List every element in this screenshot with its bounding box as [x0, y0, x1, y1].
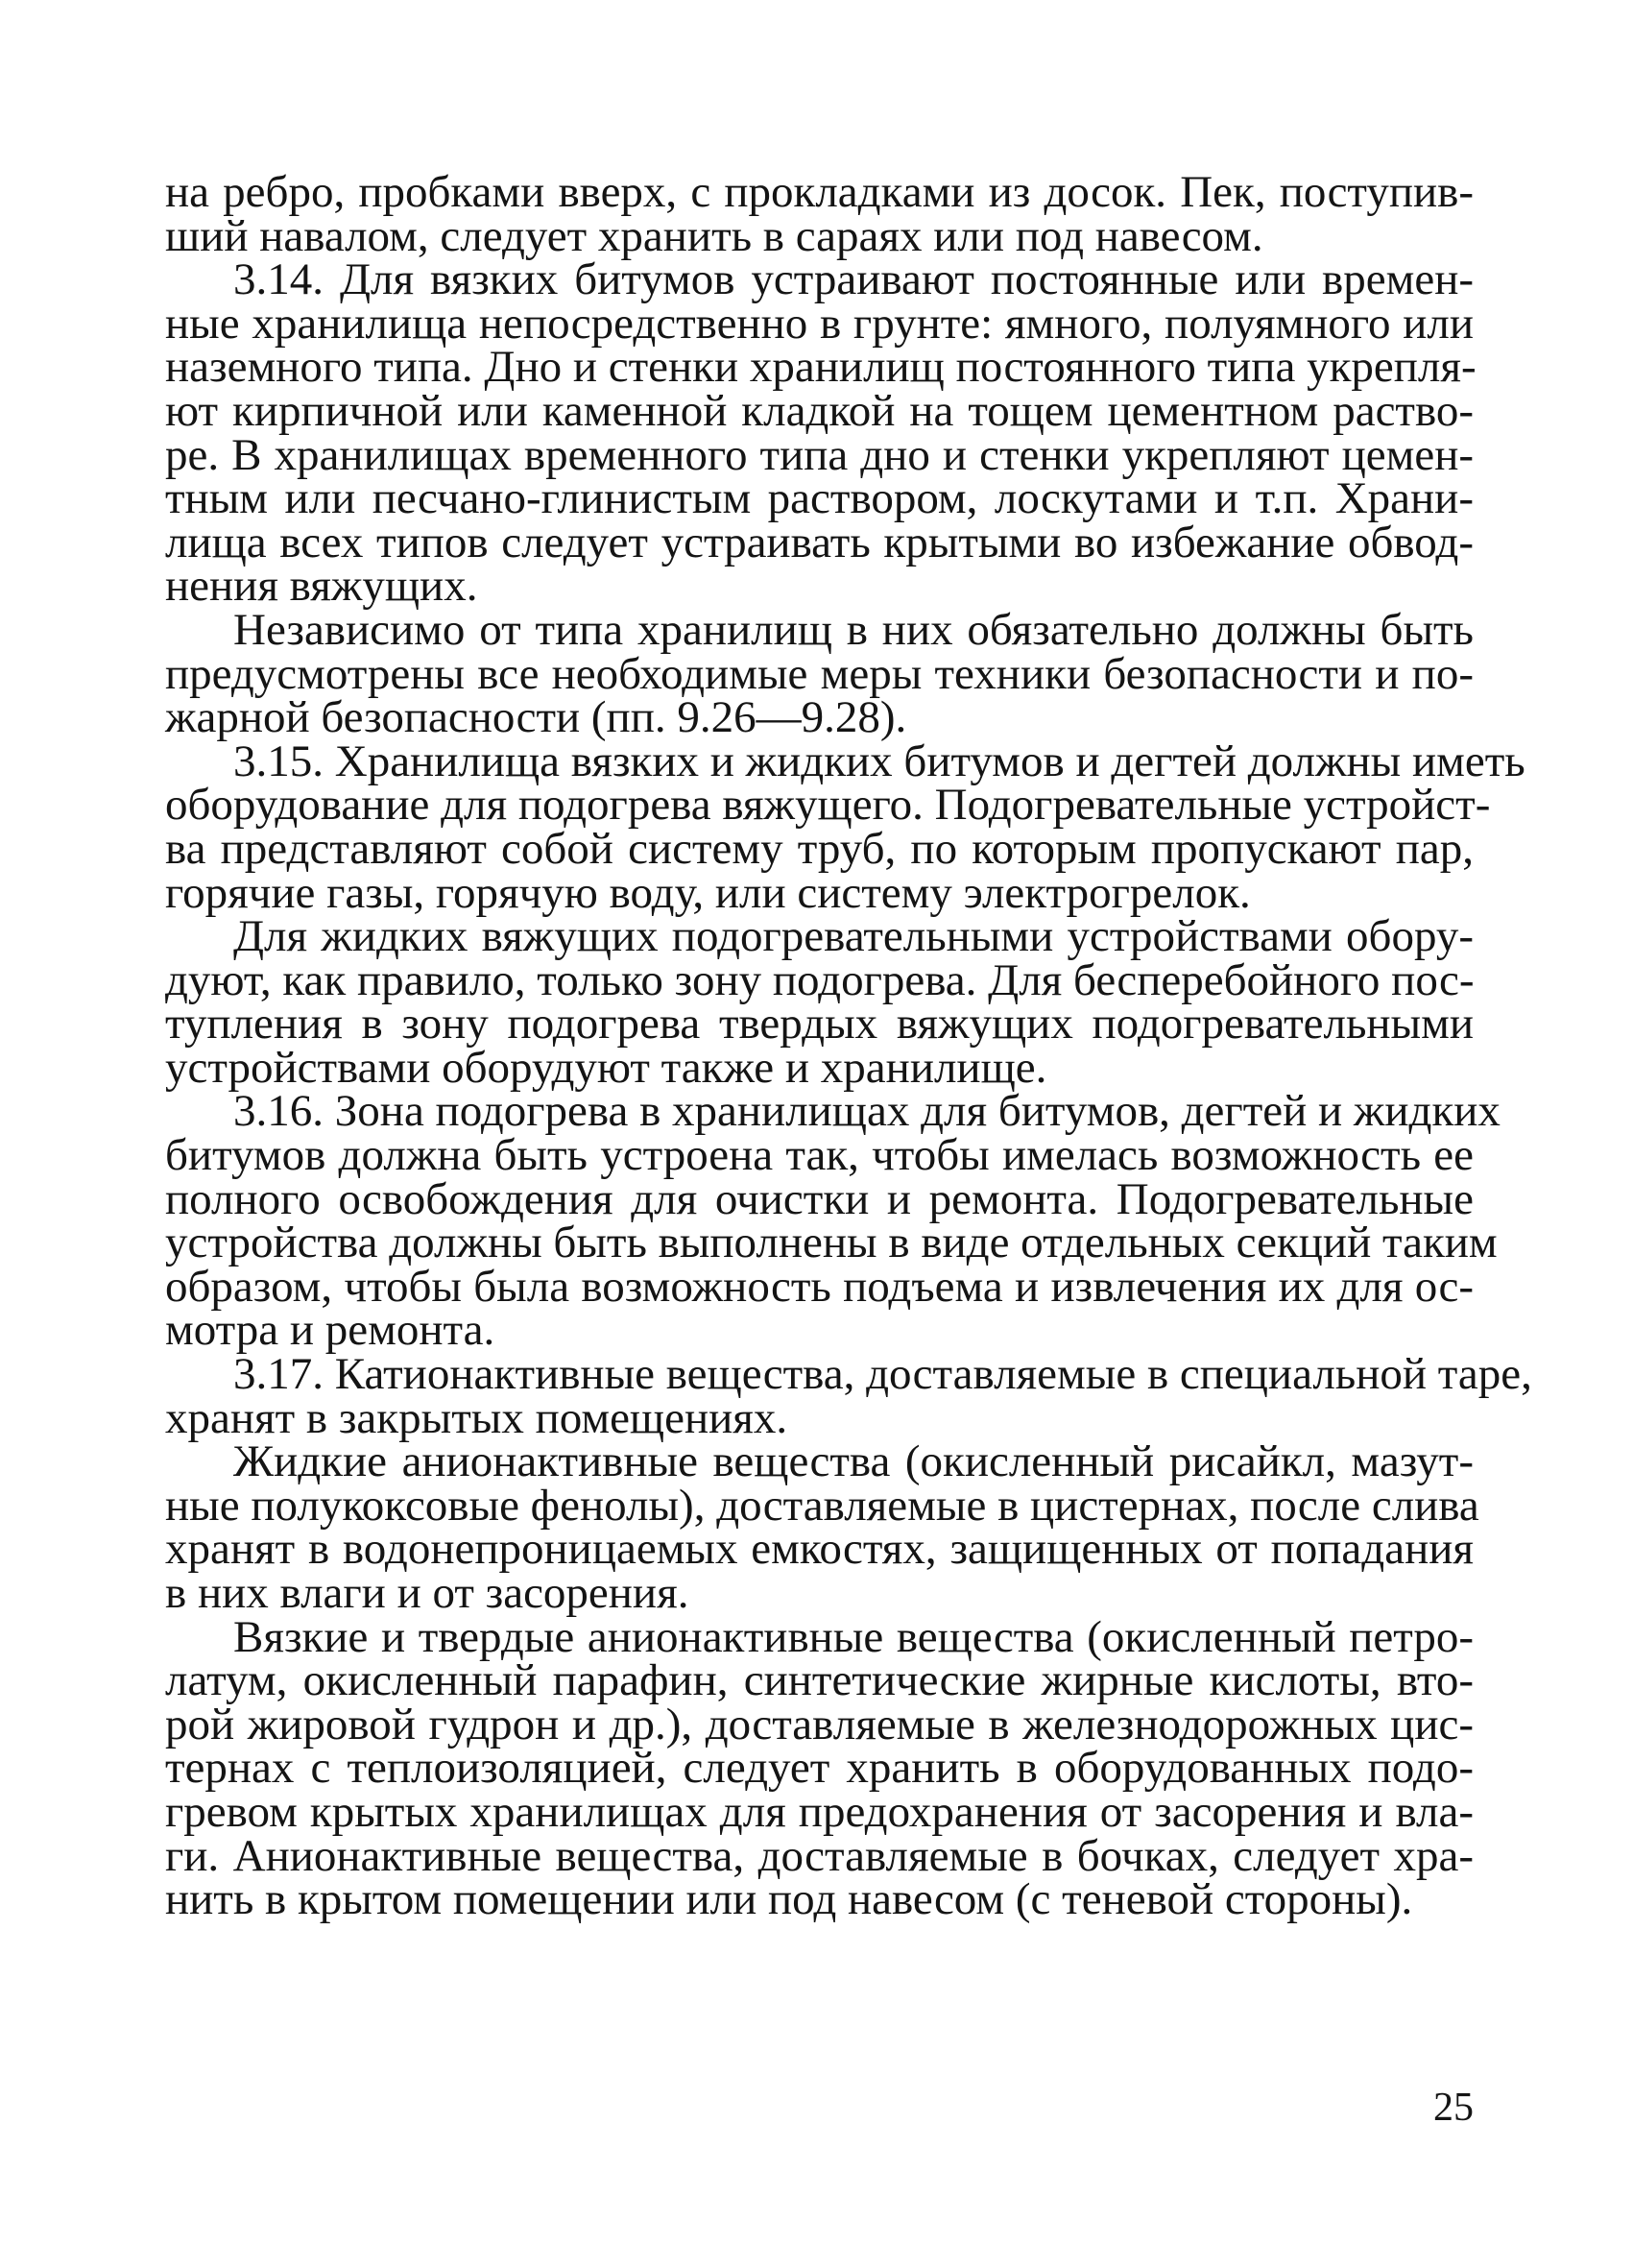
text-line: нить в крытом помещении или под навесом (с теневой стороны).	[165, 1874, 1413, 1925]
paragraph	[165, 1349, 1532, 1443]
paragraph	[165, 911, 1475, 1093]
text-line: мотра и ремонта.	[165, 1305, 495, 1356]
text-line: жарной безопасности (пп. 9.26—9.28).	[165, 692, 907, 743]
text-line: Вязкие и твердые анионактивные вещества (окисленный петро-	[233, 1611, 1474, 1662]
paragraph	[165, 736, 1525, 918]
text-line: оборудование для подогрева вяжущего. Подогревательные устройст-	[165, 780, 1491, 831]
text-line: ре. В хранилищах временного типа дно и стенки укрепляют цемен-	[165, 429, 1474, 480]
text-line: в них влаги и от засорения.	[165, 1568, 689, 1618]
text-line: горячие газы, горячую воду, или систему электрогрелок.	[165, 867, 1251, 918]
text-line: лища всех типов следует устраивать крытыми во избежание обвод-	[165, 517, 1474, 567]
text-line: 3.15. Хранилища вязких и жидких битумов и дегтей должны иметь	[233, 736, 1525, 786]
text-line: полного освобождения для очистки и ремонта. Подогревательные	[165, 1173, 1474, 1224]
text-line: ные полукоксовые фенолы), доставляемые в цистернах, после слива	[165, 1480, 1479, 1531]
paragraph	[165, 1611, 1474, 1925]
text-line: ва представляют собой систему труб, по которым пропускают пар,	[165, 823, 1474, 874]
paragraph	[165, 254, 1477, 612]
text-line: ги. Анионактивные вещества, доставляемые в бочках, следует хра-	[165, 1830, 1474, 1881]
body-text	[165, 167, 1532, 1925]
text-line: ют кирпичной или каменной кладкой на тощем цементном раство-	[165, 385, 1474, 436]
paragraph	[165, 1086, 1501, 1356]
text-line: 3.14. Для вязких битумов устраивают постоянные или времен-	[233, 254, 1474, 305]
paragraph	[165, 604, 1474, 743]
text-line: гревом крытых хранилищах для предохранения от засорения и вла-	[165, 1786, 1474, 1837]
text-line: образом, чтобы была возможность подъема и извлечения их для ос-	[165, 1261, 1474, 1312]
text-line: рой жировой гудрон и др.), доставляемые в железнодорожных цис-	[165, 1699, 1474, 1749]
text-line: битумов должна быть устроена так, чтобы имелась возможность ее	[165, 1130, 1474, 1181]
text-line: устройствами оборудуют также и хранилище.	[165, 1042, 1047, 1093]
text-line: тным или песчано-глинистым раствором, лоскутами и т.п. Храни-	[165, 473, 1474, 524]
text-line: Для жидких вяжущих подогревательными устройствами обору-	[233, 911, 1474, 962]
text-line: ные хранилища непосредственно в грунте: ямного, полуямного или	[165, 298, 1474, 349]
text-line: предусмотрены все необходимые меры техники безопасности и по-	[165, 648, 1474, 699]
text-line: ший навалом, следует хранить в сараях или под навесом.	[165, 210, 1263, 261]
text-line: тернах с теплоизоляцией, следует хранить в оборудованных подо-	[165, 1743, 1474, 1794]
text-line: 3.16. Зона подогрева в хранилищах для битумов, дегтей и жидких	[233, 1086, 1501, 1137]
text-line: наземного типа. Дно и стенки хранилищ постоянного типа укрепля-	[165, 342, 1477, 393]
text-line: тупления в зону подогрева твердых вяжущих подогревательными	[165, 999, 1474, 1050]
text-line: дуют, как правило, только зону подогрева. Для бесперебойного пос-	[165, 954, 1475, 1005]
text-line: латум, окисленный парафин, синтетические жирные кислоты, вто-	[165, 1655, 1474, 1706]
text-line: хранят в водонепроницаемых емкостях, защищенных от попадания	[165, 1524, 1474, 1575]
text-line: на ребро, пробками вверх, с прокладками из досок. Пек, поступив-	[165, 167, 1474, 217]
text-line: устройства должны быть выполнены в виде отдельных секций таким	[165, 1218, 1498, 1268]
page-number: 25	[1433, 2086, 1474, 2130]
text-line: Независимо от типа хранилищ в них обязательно должны быть	[233, 604, 1474, 655]
text-line: 3.17. Катионактивные вещества, доставляемые в специальной таре,	[233, 1349, 1532, 1400]
text-line: нения вяжущих.	[165, 561, 478, 612]
paragraph	[165, 167, 1474, 261]
text-line: хранят в закрытых помещениях.	[165, 1392, 788, 1443]
text-line: Жидкие анионактивные вещества (окисленный рисайкл, мазут-	[233, 1436, 1474, 1487]
paragraph	[165, 1436, 1479, 1618]
